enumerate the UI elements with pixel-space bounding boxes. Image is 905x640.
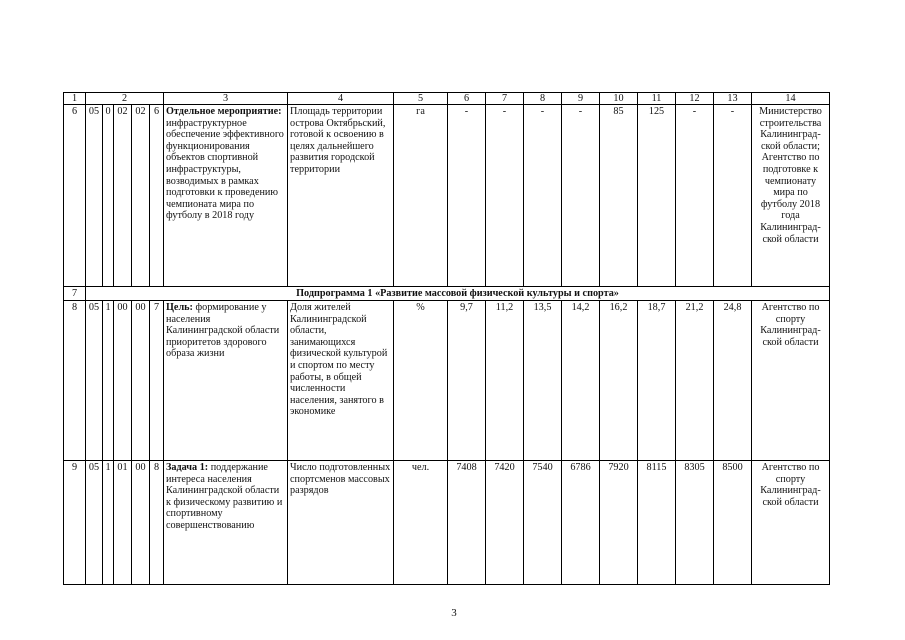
value-cell: 125 <box>638 105 676 287</box>
measure-label: Задача 1: <box>166 462 209 473</box>
measure-label: Цель: <box>166 302 193 313</box>
value-cell: 18,7 <box>638 301 676 461</box>
value-cell: - <box>562 105 600 287</box>
value-cell: 7540 <box>524 461 562 585</box>
indicators-table <box>63 92 830 585</box>
code-cell: 1 <box>103 301 114 461</box>
value-cell: - <box>714 105 752 287</box>
header-cell: 5 <box>394 93 448 105</box>
value-cell: 85 <box>600 105 638 287</box>
unit-cell: чел. <box>394 461 448 585</box>
header-cell: 11 <box>638 93 676 105</box>
code-cell: 01 <box>114 461 132 585</box>
table-row <box>64 301 830 461</box>
header-cell: 14 <box>752 93 830 105</box>
executor-cell: Агентство по спорту Калининград-ской области <box>752 301 830 461</box>
value-cell: 7420 <box>486 461 524 585</box>
indicator-cell: Доля жителей Калининградской области, занимающихся физической культурой и спортом по месту работы, в общей численности населения, занятого в экономике <box>288 301 394 461</box>
executor-cell: Агентство по спорту Калининград-ской области <box>752 461 830 585</box>
unit-cell: га <box>394 105 448 287</box>
value-cell: 7920 <box>600 461 638 585</box>
row-number: 8 <box>64 301 86 461</box>
code-cell: 00 <box>132 461 150 585</box>
code-cell: 02 <box>114 105 132 287</box>
measure-text: инфраструктурное обеспечение эффективного функционирования объектов спортивной инфраструктуры, возводимых в рамках подготовки к проведению чемпионата мира по футболу в 2018 году <box>166 117 284 222</box>
indicator-cell: Число подготовленных спортсменов массовых разрядов <box>288 461 394 585</box>
measure-text: поддержание интереса населения Калининградской области к физическому развитию и спортивному совершенствованию <box>166 462 283 531</box>
subprogram-row <box>64 287 830 301</box>
table-row <box>64 461 830 585</box>
code-cell: 8 <box>150 461 164 585</box>
page-number: 3 <box>451 607 457 619</box>
code-cell: 05 <box>86 105 103 287</box>
measure-description <box>164 105 288 287</box>
code-cell: 05 <box>86 301 103 461</box>
header-cell: 7 <box>486 93 524 105</box>
code-cell: 02 <box>132 105 150 287</box>
header-cell: 9 <box>562 93 600 105</box>
value-cell: - <box>486 105 524 287</box>
executor-cell: Министерство строительства Калининград-ской области; Агентство по подготовке к чемпионату мира по футболу 2018 года Калининград-ской области <box>752 105 830 287</box>
header-cell: 2 <box>86 93 164 105</box>
value-cell: 9,7 <box>448 301 486 461</box>
code-cell: 6 <box>150 105 164 287</box>
value-cell: 14,2 <box>562 301 600 461</box>
value-cell: 13,5 <box>524 301 562 461</box>
subprogram-title: Подпрограмма 1 «Развитие массовой физической культуры и спорта» <box>86 287 830 301</box>
code-cell: 05 <box>86 461 103 585</box>
table-row <box>64 105 830 287</box>
header-cell: 8 <box>524 93 562 105</box>
header-cell: 13 <box>714 93 752 105</box>
value-cell: 8115 <box>638 461 676 585</box>
value-cell: 7408 <box>448 461 486 585</box>
code-cell: 0 <box>103 105 114 287</box>
code-cell: 7 <box>150 301 164 461</box>
header-cell: 1 <box>64 93 86 105</box>
measure-label: Отдельное мероприятие: <box>166 106 282 117</box>
code-cell: 00 <box>132 301 150 461</box>
value-cell: 11,2 <box>486 301 524 461</box>
code-cell: 1 <box>103 461 114 585</box>
value-cell: - <box>524 105 562 287</box>
code-cell: 00 <box>114 301 132 461</box>
header-row <box>64 93 830 105</box>
header-cell: 3 <box>164 93 288 105</box>
value-cell: 8500 <box>714 461 752 585</box>
measure-description <box>164 301 288 461</box>
unit-cell: % <box>394 301 448 461</box>
value-cell: 8305 <box>676 461 714 585</box>
header-cell: 10 <box>600 93 638 105</box>
value-cell: 16,2 <box>600 301 638 461</box>
value-cell: 6786 <box>562 461 600 585</box>
header-cell: 6 <box>448 93 486 105</box>
row-number: 6 <box>64 105 86 287</box>
value-cell: - <box>448 105 486 287</box>
row-number: 9 <box>64 461 86 585</box>
measure-text: формирование у населения Калининградской области приоритетов здорового образа жизни <box>166 302 280 360</box>
value-cell: - <box>676 105 714 287</box>
header-cell: 4 <box>288 93 394 105</box>
value-cell: 24,8 <box>714 301 752 461</box>
value-cell: 21,2 <box>676 301 714 461</box>
header-cell: 12 <box>676 93 714 105</box>
indicator-cell: Площадь территории острова Октябрьский, готовой к освоению в целях дальнейшего развития городской территории <box>288 105 394 287</box>
row-number: 7 <box>64 287 86 301</box>
measure-description <box>164 461 288 585</box>
